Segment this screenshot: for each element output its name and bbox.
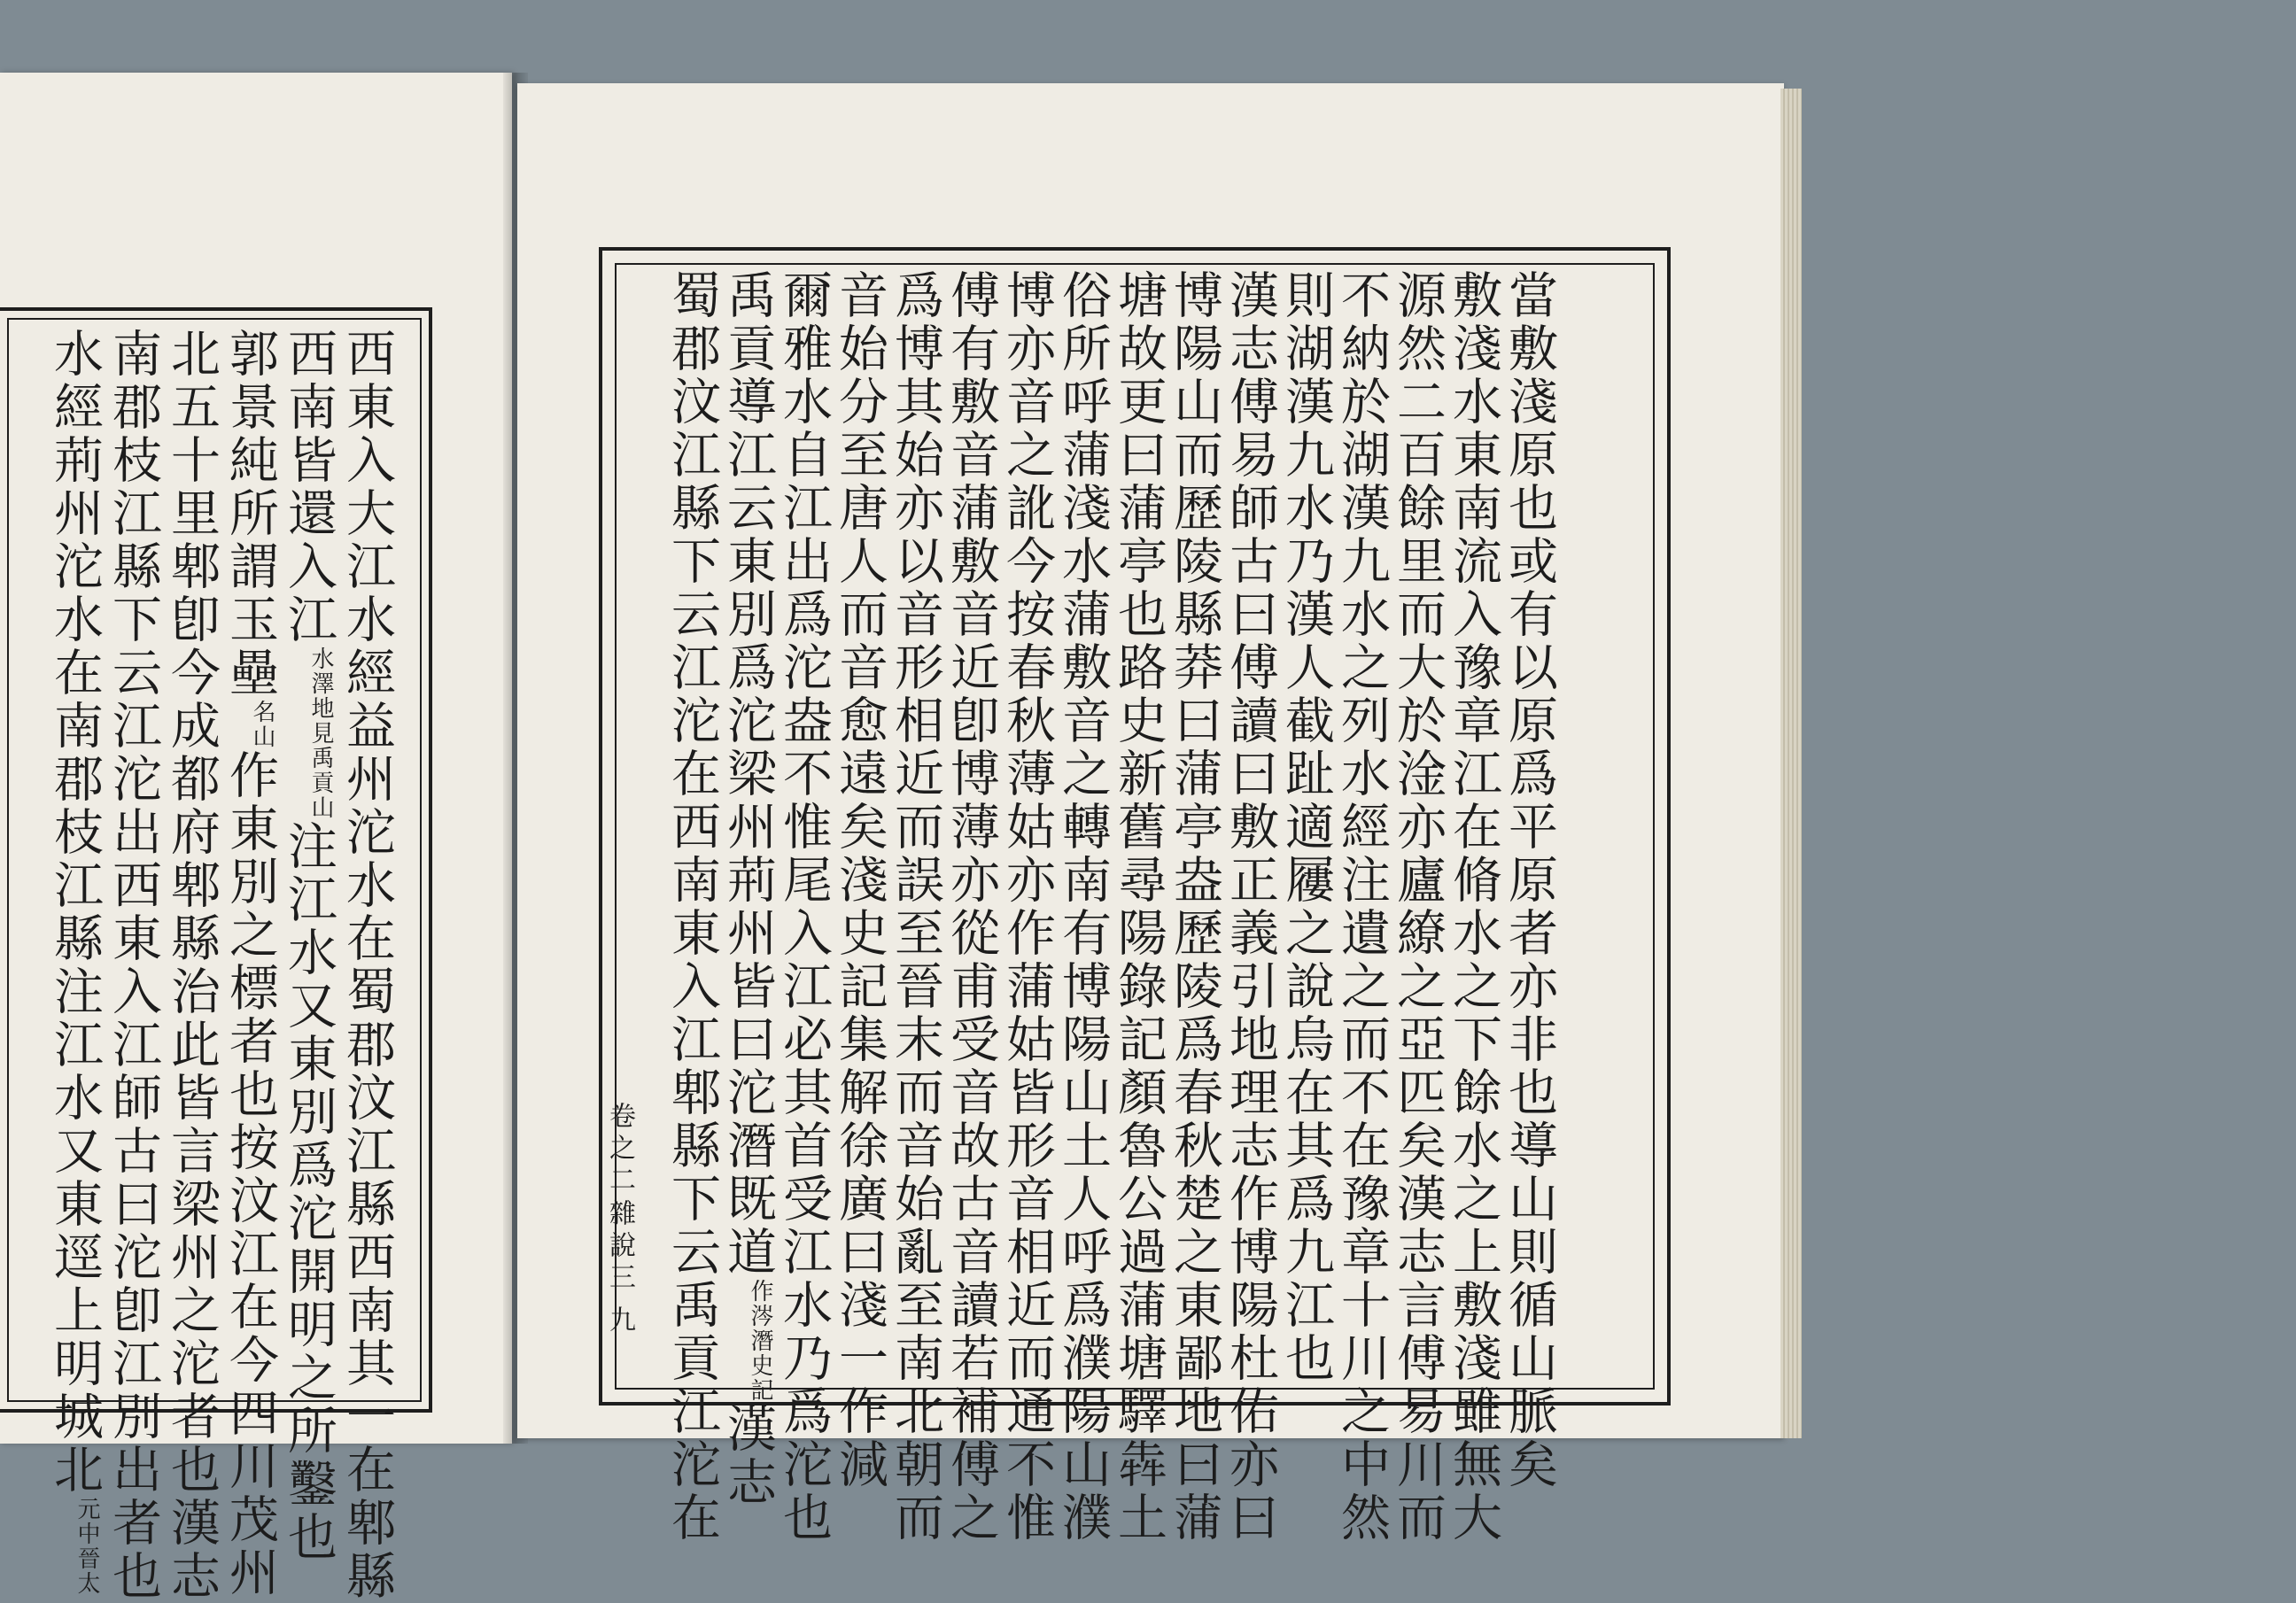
column-text: 西東入大江水經益州沱水在蜀郡汶江縣西南其一在郫縣 bbox=[338, 328, 396, 1603]
text-column bbox=[775, 269, 833, 1545]
column-text: 漢志傅易師古曰傅讀曰敷正義引地理志作博陽杜佑亦曰 bbox=[1222, 269, 1279, 1545]
column-note: 晉太 bbox=[74, 1546, 100, 1596]
text-column bbox=[1445, 269, 1502, 1545]
margin-volume: 卷之二 bbox=[604, 1102, 635, 1197]
text-column bbox=[280, 328, 337, 1564]
margin-page-number: 九 bbox=[604, 1305, 635, 1337]
column-text: 水經荊州沱水在南郡枝江縣注江水又東逕上明城北 bbox=[46, 328, 104, 1497]
column-note: 作涔 bbox=[747, 1279, 773, 1328]
column-text: 音始分至唐人而音愈遠矣淺史記集解徐廣曰淺一作減 bbox=[831, 269, 888, 1491]
interlinear-note bbox=[308, 647, 333, 820]
column-text: 蜀郡汶江縣下云江沱在西南東入江郫縣下云禹貢江沱在 bbox=[663, 269, 721, 1545]
column-text: 禹貢導江云東別爲沱梁州荊州皆曰沱潛既道 bbox=[719, 269, 777, 1279]
column-text: 爲博其始亦以音形相近而誤至晉末而音始亂至南北朝而 bbox=[887, 269, 944, 1545]
column-text: 南郡枝江縣下云江沱出西東入江師古曰沱卽江別出者也 bbox=[105, 328, 162, 1603]
text-column bbox=[1277, 269, 1335, 1385]
column-text: 當敷淺原也或有以原爲平原者亦非也導山則循山脈矣 bbox=[1501, 269, 1558, 1491]
column-text: 博亦音之訛今按春秋薄姑亦作蒲姑皆形音相近而通不惟 bbox=[998, 269, 1056, 1545]
column-text: 郭景純所謂玉壘 bbox=[221, 328, 279, 700]
column-note: 元中 bbox=[74, 1497, 100, 1546]
column-note: 水澤地 bbox=[307, 647, 334, 721]
column-text: 注江水又東別爲沱開明之所鑿也 bbox=[280, 820, 337, 1564]
column-text: 俗所呼蒲淺水蒲敷音之轉南有博陽山土人呼爲濮陽山濮 bbox=[1054, 269, 1112, 1545]
text-column bbox=[163, 328, 221, 1603]
text-column bbox=[1389, 269, 1447, 1545]
text-column bbox=[719, 269, 777, 1509]
text-column bbox=[1054, 269, 1112, 1545]
column-note: 見禹貢山 bbox=[307, 721, 334, 820]
text-column bbox=[1166, 269, 1223, 1545]
text-column bbox=[46, 328, 104, 1596]
column-text: 北五十里郫卽今成都府郫縣治此皆言梁州之沱者也漢志 bbox=[163, 328, 221, 1603]
text-column bbox=[887, 269, 944, 1545]
right-page bbox=[517, 83, 1784, 1545]
text-column bbox=[663, 269, 721, 1545]
page-fore-edge bbox=[1780, 89, 1802, 1438]
text-column bbox=[221, 328, 279, 1599]
interlinear-note bbox=[250, 700, 275, 749]
column-text: 源然二百餘里而大於淦亦廬繚之亞匹矣漢志言傅易川而 bbox=[1389, 269, 1447, 1545]
text-column bbox=[1110, 269, 1167, 1545]
text-column bbox=[105, 328, 162, 1603]
text-column bbox=[1222, 269, 1279, 1545]
column-text: 塘故更曰蒲亭也路史新舊尋陽錄記顏魯公過蒲塘驛犇土 bbox=[1110, 269, 1167, 1545]
column-text: 傅有敷音蒲敷音近卽博薄亦從甫受音故古音讀若補傅之 bbox=[942, 269, 1000, 1545]
column-text: 漢志 bbox=[719, 1403, 777, 1509]
column-text: 則湖漢九水乃漢人截趾適屨之說烏在其爲九江也 bbox=[1277, 269, 1335, 1385]
interlinear-note bbox=[748, 1279, 772, 1403]
text-column bbox=[998, 269, 1056, 1545]
column-text: 西南皆還入江 bbox=[280, 328, 337, 647]
column-text: 作東別之標者也按汶江在今四川茂州 bbox=[221, 749, 279, 1599]
text-column bbox=[338, 328, 396, 1603]
column-text: 博陽山而歷陵縣莽曰蒲亭盎歷陵爲春秋楚之東鄙地曰蒲 bbox=[1166, 269, 1223, 1545]
column-note: 潛史記 bbox=[747, 1328, 773, 1403]
margin-section: 雜說三 bbox=[604, 1199, 635, 1295]
left-page bbox=[0, 73, 512, 1603]
interlinear-note bbox=[74, 1497, 99, 1596]
text-column bbox=[831, 269, 888, 1491]
text-column bbox=[1333, 269, 1391, 1545]
column-text: 不納於湖漢九水之列水經注遺之而不在豫章十川之中然 bbox=[1333, 269, 1391, 1545]
column-text: 敷淺水東南流入豫章江在脩水之下餘水之上敷淺雖無大 bbox=[1445, 269, 1502, 1545]
text-column bbox=[942, 269, 1000, 1545]
column-note: 山 bbox=[249, 724, 275, 749]
text-column bbox=[1501, 269, 1558, 1491]
column-text: 爾雅水自江出爲沱盎不惟尾入江必其首受江水乃爲沱也 bbox=[775, 269, 833, 1545]
column-note: 名 bbox=[249, 700, 275, 724]
